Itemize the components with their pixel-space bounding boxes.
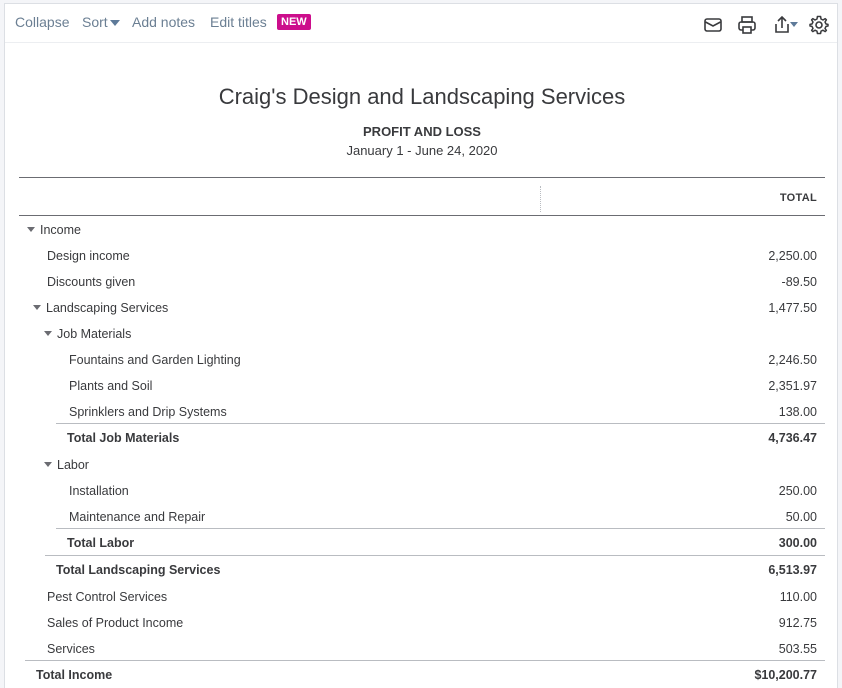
sort-label: Sort: [82, 14, 108, 30]
report-table-body: [19, 215, 825, 687]
report-title[interactable]: PROFIT AND LOSS: [363, 124, 481, 139]
total-divider: [25, 660, 825, 661]
total-row-income[interactable]: [19, 660, 825, 687]
section-row-labor[interactable]: [19, 450, 825, 476]
row-label: Sprinklers and Drip Systems: [69, 405, 227, 419]
row-amount[interactable]: 1,477.50: [768, 301, 817, 315]
row-amount[interactable]: 300.00: [778, 536, 817, 550]
row-label: Sales of Product Income: [47, 616, 184, 630]
table-row[interactable]: [19, 371, 825, 397]
total-row-labor[interactable]: [19, 528, 825, 555]
row-amount[interactable]: 4,736.47: [768, 431, 817, 445]
section-row-job-materials[interactable]: [19, 319, 825, 345]
section-row-income[interactable]: [19, 215, 825, 241]
table-row[interactable]: [19, 608, 825, 634]
row-label: Maintenance and Repair: [69, 510, 206, 524]
settings-gear-icon[interactable]: [809, 15, 829, 35]
row-label: Labor: [57, 458, 89, 472]
row-amount[interactable]: 110.00: [779, 590, 817, 604]
add-notes-link[interactable]: Add notes: [132, 14, 196, 30]
column-divider[interactable]: [540, 186, 541, 212]
row-label: Plants and Soil: [69, 379, 153, 393]
print-icon[interactable]: [737, 15, 757, 35]
total-row-landscaping[interactable]: [19, 555, 825, 582]
collapse-link[interactable]: Collapse: [15, 14, 70, 30]
total-divider: [45, 555, 825, 556]
row-label: Total Income: [36, 668, 113, 682]
collapse-arrow-icon[interactable]: [44, 331, 52, 336]
collapse-arrow-icon[interactable]: [33, 305, 41, 310]
company-name[interactable]: Craig's Design and Landscaping Services: [218, 84, 626, 109]
table-row[interactable]: [19, 345, 825, 371]
table-row[interactable]: [19, 267, 825, 293]
report-panel: [4, 3, 838, 688]
row-label: Landscaping Services: [46, 301, 169, 315]
row-amount[interactable]: 912.75: [778, 616, 817, 630]
row-amount[interactable]: 250.00: [778, 484, 817, 498]
table-header: [19, 177, 825, 216]
row-amount[interactable]: 138.00: [778, 405, 817, 419]
row-label: Total Landscaping Services: [56, 563, 221, 577]
section-row-landscaping[interactable]: [19, 293, 825, 319]
total-divider: [56, 528, 825, 529]
table-row[interactable]: [19, 476, 825, 502]
row-amount[interactable]: 50.00: [785, 510, 817, 524]
row-amount[interactable]: 2,351.97: [768, 379, 817, 393]
report-toolbar: [5, 4, 837, 43]
row-label: Discounts given: [47, 275, 136, 289]
chevron-down-icon: [110, 20, 120, 26]
table-row[interactable]: [19, 502, 825, 528]
export-icon[interactable]: [773, 15, 799, 35]
row-label: Job Materials: [57, 327, 132, 341]
row-amount[interactable]: $10,200.77: [754, 668, 817, 682]
total-divider: [56, 423, 825, 424]
row-label: Income: [40, 223, 81, 237]
row-label: Fountains and Garden Lighting: [69, 353, 241, 367]
table-row[interactable]: [19, 397, 825, 423]
edit-titles-link[interactable]: Edit titles: [210, 14, 267, 30]
row-amount[interactable]: 503.55: [778, 642, 817, 656]
total-row-job-materials[interactable]: [19, 423, 825, 450]
row-amount[interactable]: 2,246.50: [768, 353, 817, 367]
row-amount[interactable]: 6,513.97: [768, 563, 817, 577]
new-badge: NEW: [277, 14, 311, 30]
collapse-arrow-icon[interactable]: [44, 462, 52, 467]
row-label: Total Labor: [67, 536, 135, 550]
row-label: Installation: [69, 484, 129, 498]
row-label: Services: [47, 642, 95, 656]
table-row[interactable]: [19, 241, 825, 267]
sort-dropdown[interactable]: [82, 14, 120, 30]
row-label: Pest Control Services: [47, 590, 168, 604]
column-header-total: TOTAL: [779, 192, 817, 204]
row-label: Design income: [47, 249, 130, 263]
row-amount[interactable]: 2,250.00: [768, 249, 817, 263]
report-date-range[interactable]: January 1 - June 24, 2020: [346, 143, 498, 158]
table-row[interactable]: [19, 582, 825, 608]
table-row[interactable]: [19, 634, 825, 660]
row-amount[interactable]: -89.50: [781, 275, 817, 289]
collapse-arrow-icon[interactable]: [27, 227, 35, 232]
email-icon[interactable]: [703, 15, 723, 35]
row-label: Total Job Materials: [67, 431, 180, 445]
